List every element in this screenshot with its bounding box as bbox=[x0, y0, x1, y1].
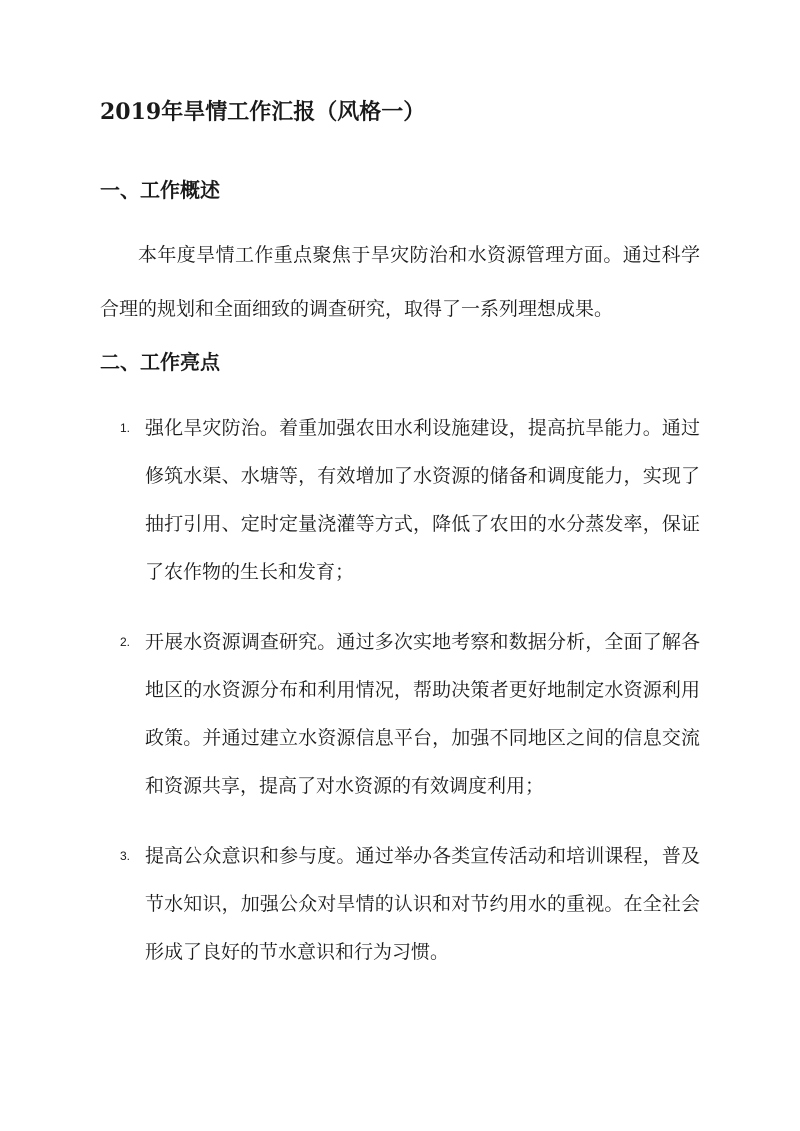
list-item bbox=[100, 832, 700, 976]
list-item bbox=[100, 404, 700, 596]
document-title: 2019年旱情工作汇报（风格一） bbox=[100, 99, 426, 125]
highlights-list bbox=[100, 404, 700, 998]
list-item-text: 强化旱灾防治。着重加强农田水利设施建设，提高抗旱能力。通过修筑水渠、水塘等，有效增加了水资源的储备和调度能力，实现了抽打引用、定时定量浇灌等方式，降低了农田的水分蒸发率，保证了农作物的生长和发育； bbox=[145, 417, 700, 583]
overview-paragraph: 本年度旱情工作重点聚焦于旱灾防治和水资源管理方面。通过科学合理的规划和全面细致的调查研究，取得了一系列理想成果。 bbox=[100, 244, 700, 320]
list-item-text: 提高公众意识和参与度。通过举办各类宣传活动和培训课程，普及节水知识，加强公众对旱情的认识和对节约用水的重视。在全社会形成了良好的节水意识和行为习惯。 bbox=[145, 845, 700, 963]
list-item bbox=[100, 618, 700, 810]
list-item-number: 3. bbox=[120, 849, 131, 863]
section-heading-highlights: 二、工作亮点 bbox=[100, 350, 220, 374]
list-item-number: 1. bbox=[120, 421, 131, 435]
list-item-number: 2. bbox=[120, 635, 131, 649]
list-item-text: 开展水资源调查研究。通过多次实地考察和数据分析，全面了解各地区的水资源分布和利用情况，帮助决策者更好地制定水资源利用政策。并通过建立水资源信息平台，加强不同地区之间的信息交流和资源共享，提高了对水资源的有效调度利用； bbox=[145, 631, 700, 797]
section-heading-overview: 一、工作概述 bbox=[100, 178, 220, 202]
